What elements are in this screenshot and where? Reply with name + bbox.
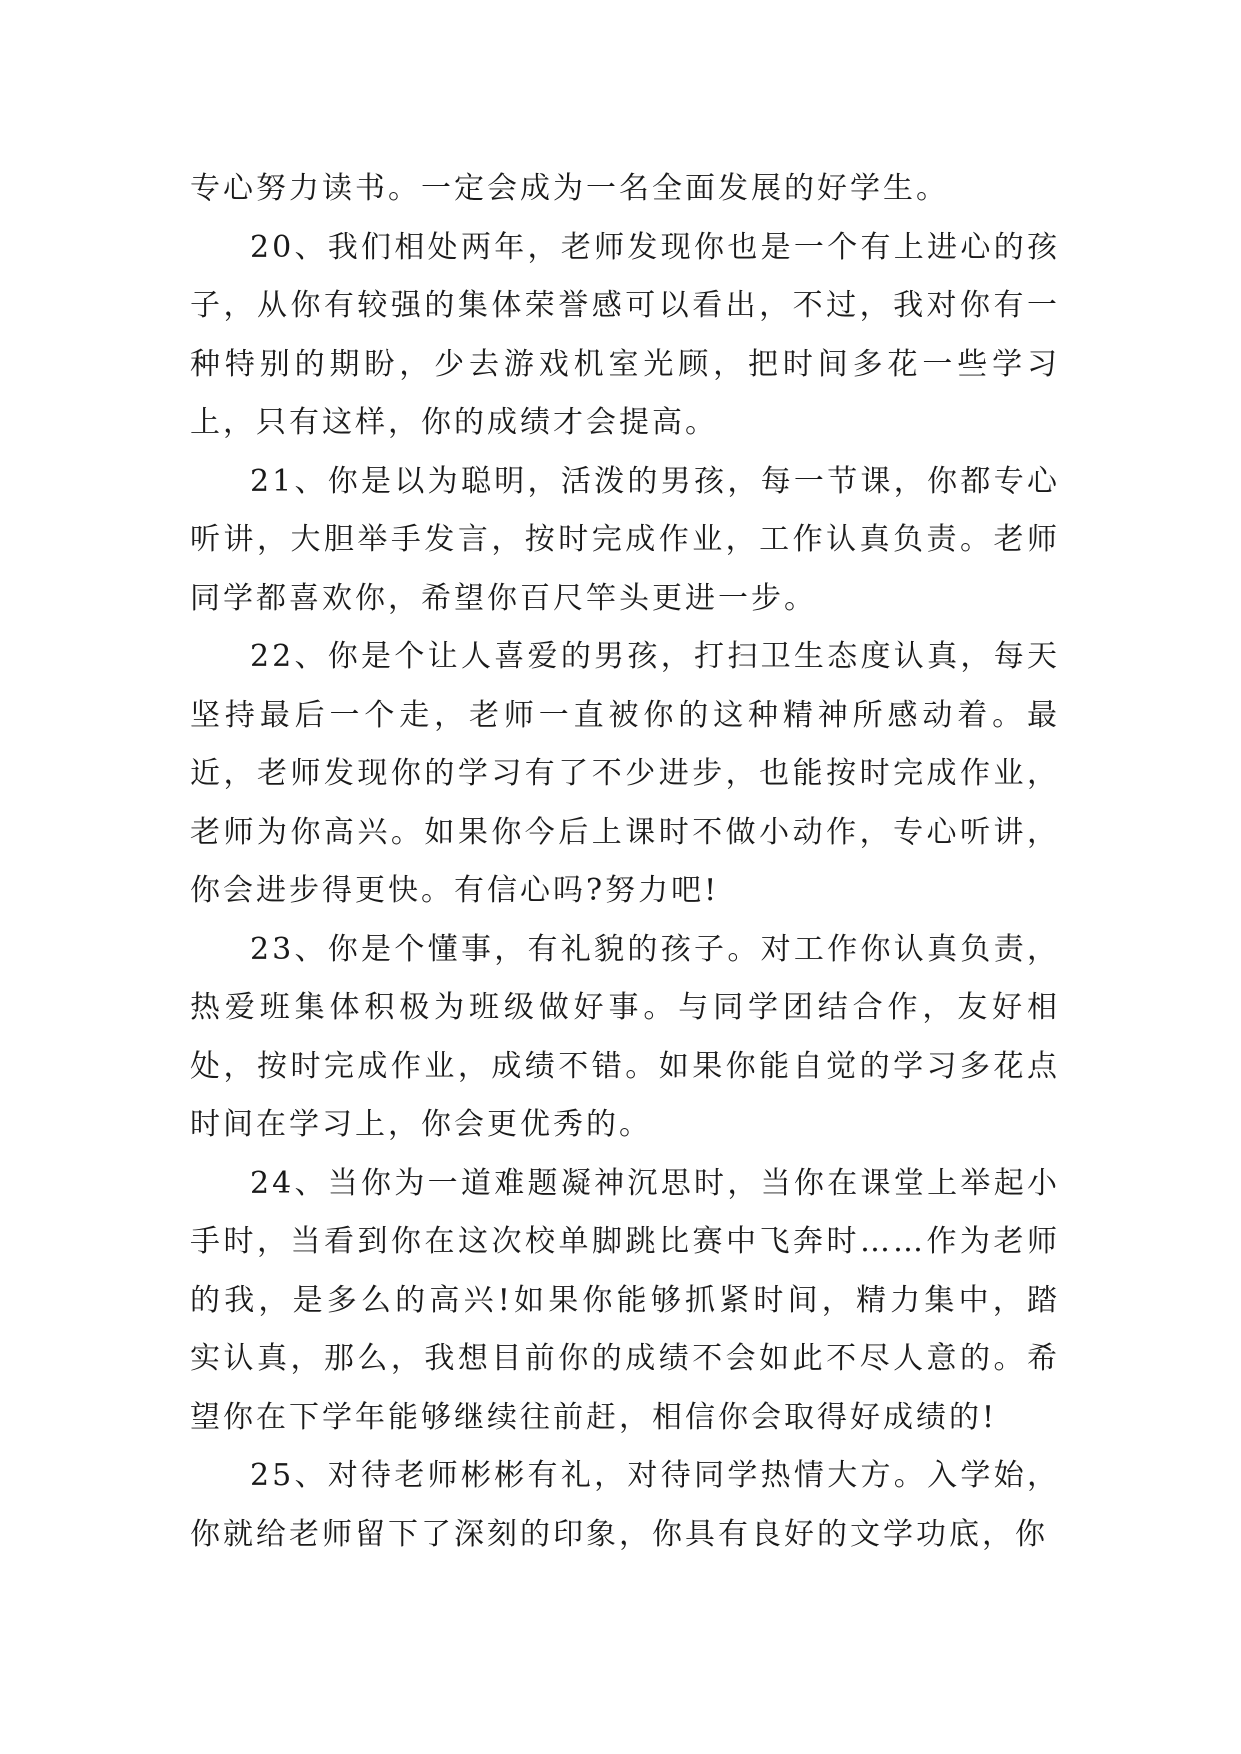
paragraph-continuation: 专心努力读书。一定会成为一名全面发展的好学生。 (190, 171, 949, 206)
paragraph-comment-21: 21、你是以为聪明，活泼的男孩，每一节课，你都专心听讲，大胆举手发言，按时完成作业，工作认真负责。老师同学都喜欢你，希望你百尺竿头更进一步。 (190, 463, 1060, 616)
document-body (190, 160, 1060, 1564)
paragraph-comment-23: 23、你是个懂事，有礼貌的孩子。对工作你认真负责，热爱班集体积极为班级做好事。与同学团结合作，友好相处，按时完成作业，成绩不错。如果你能自觉的学习多花点时间在学习上，你会更优秀的。 (190, 931, 1060, 1142)
paragraph-comment-25: 25、对待老师彬彬有礼，对待同学热情大方。入学始，你就给老师留下了深刻的印象，你具有良好的文学功底，你 (190, 1458, 1060, 1552)
paragraph-comment-22: 22、你是个让人喜爱的男孩，打扫卫生态度认真，每天坚持最后一个走，老师一直被你的这种精神所感动着。最近，老师发现你的学习有了不少进步，也能按时完成作业，老师为你高兴。如果你今后上课时不做小动作，专心听讲，你会进步得更快。有信心吗?努力吧! (190, 639, 1060, 908)
paragraph-comment-24: 24、当你为一道难题凝神沉思时，当你在课堂上举起小手时，当看到你在这次校单脚跳比赛中飞奔时……作为老师的我，是多么的高兴!如果你能够抓紧时间，精力集中，踏实认真，那么，我想目前你的成绩不会如此不尽人意的。希望你在下学年能够继续往前赶，相信你会取得好成绩的! (190, 1165, 1060, 1435)
paragraph-comment-20: 20、我们相处两年，老师发现你也是一个有上进心的孩子，从你有较强的集体荣誉感可以看出，不过，我对你有一种特别的期盼，少去游戏机室光顾，把时间多花一些学习上，只有这样，你的成绩才会提高。 (190, 229, 1060, 440)
